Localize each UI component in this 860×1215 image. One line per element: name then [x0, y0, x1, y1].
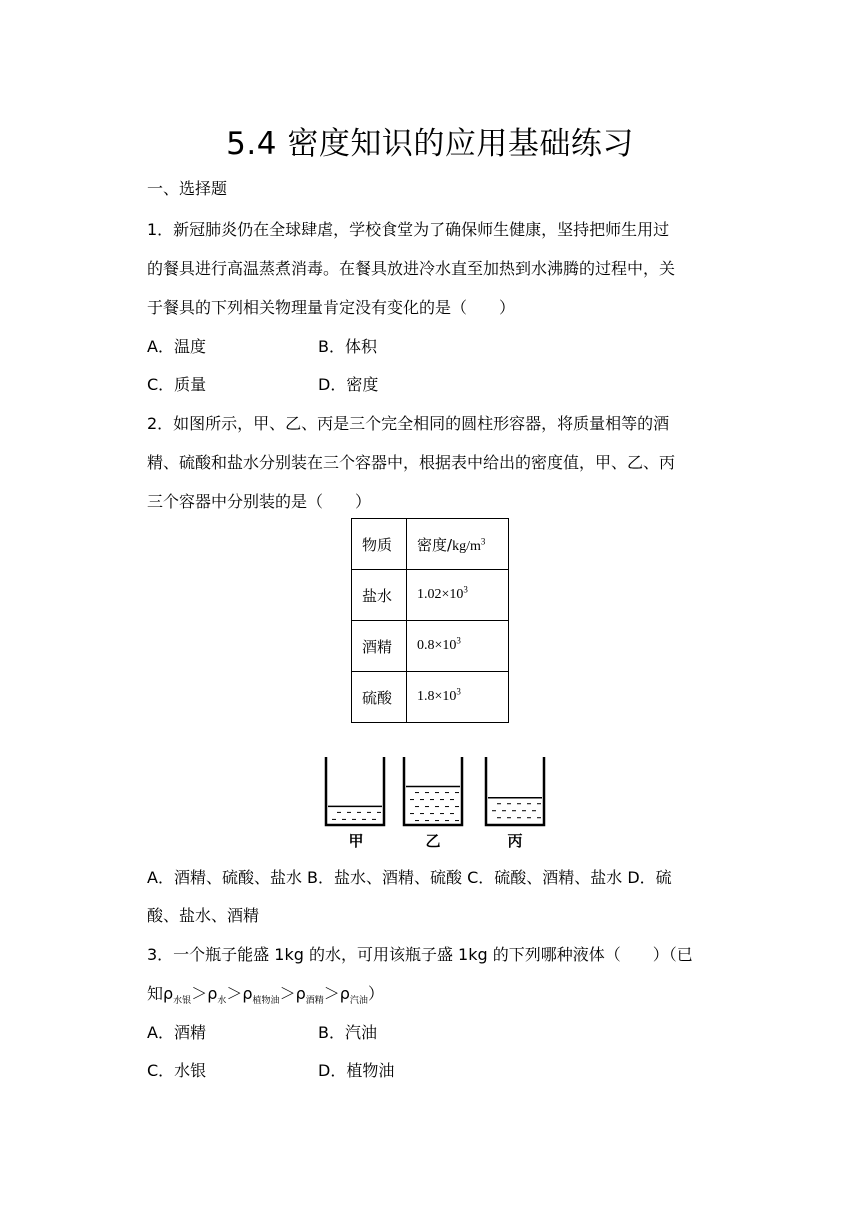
container-jia — [326, 757, 384, 825]
rho-symbol: ρ — [242, 984, 253, 1003]
q1-line-2: 的餐具进行高温蒸煮消毒。在餐具放进冷水直至加热到水沸腾的过程中，关 — [147, 259, 676, 278]
greater-than: ＞ — [226, 984, 243, 1003]
container-label-bing: 丙 — [507, 832, 523, 850]
density-table — [351, 518, 509, 723]
q1-option-a: A．温度 — [147, 337, 206, 356]
q2-line-3: 三个容器中分别装的是（ ） — [147, 492, 372, 511]
greater-than: ＞ — [279, 984, 296, 1003]
containers-figure — [318, 755, 550, 850]
q2-line-2: 精、硫酸和盐水分别装在三个容器中，根据表中给出的密度值，甲、乙、丙 — [147, 453, 676, 472]
q1-line-1: 1．新冠肺炎仍在全球肆虐，学校食堂为了确保师生健康，坚持把师生用过 — [147, 220, 670, 239]
row-substance: 硫酸 — [352, 672, 407, 723]
header-density-unit: kg/m — [452, 538, 481, 554]
liquid-fill — [406, 787, 460, 825]
header-density-prefix: 密度/ — [417, 535, 453, 554]
rho-symbol: ρ — [339, 984, 350, 1003]
rho-sub-alcohol: 酒精 — [305, 996, 324, 1007]
page-title: 5.4 密度知识的应用基础练习 — [226, 126, 634, 162]
q3-line-1: 3．一个瓶子能盛 1kg 的水，可用该瓶子盛 1kg 的下列哪种液体（ ）（已 — [147, 945, 693, 964]
row-density-exp: 3 — [456, 686, 461, 697]
rho-sub-vegetable-oil: 植物油 — [252, 996, 280, 1007]
table-row — [352, 570, 509, 621]
table-row — [352, 621, 509, 672]
container-label-yi: 乙 — [425, 832, 441, 850]
q3-option-d: D．植物油 — [318, 1061, 395, 1080]
q3-option-a: A．酒精 — [147, 1023, 206, 1042]
q1-option-b: B．体积 — [318, 337, 377, 356]
q1-option-c: C．质量 — [147, 375, 207, 394]
row-density-exp: 3 — [463, 584, 468, 595]
rho-symbol: ρ — [163, 984, 174, 1003]
q3-prefix: 知 — [147, 984, 164, 1003]
q1-option-d: D．密度 — [318, 375, 379, 394]
rho-symbol: ρ — [295, 984, 306, 1003]
row-density-mantissa: 1.8×10 — [417, 689, 457, 704]
table-row — [352, 672, 509, 723]
q1-line-3: 于餐具的下列相关物理量肯定没有变化的是（ ） — [147, 298, 516, 317]
row-density — [407, 570, 509, 621]
rho-sub-gasoline: 汽油 — [349, 996, 368, 1007]
greater-than: ＞ — [191, 984, 208, 1003]
row-density — [407, 672, 509, 723]
rho-sub-mercury: 水银 — [173, 996, 192, 1007]
row-density-exp: 3 — [456, 635, 461, 646]
q3-suffix: ） — [367, 984, 384, 1003]
row-density-mantissa: 0.8×10 — [417, 638, 457, 653]
container-label-jia: 甲 — [348, 832, 364, 850]
row-density-mantissa: 1.02×10 — [417, 587, 464, 602]
q3-option-b: B．汽油 — [318, 1023, 377, 1042]
rho-sub-water: 水 — [217, 996, 227, 1007]
header-density-exp: 3 — [480, 535, 486, 546]
section-heading: 一、选择题 — [147, 179, 228, 198]
greater-than: ＞ — [323, 984, 340, 1003]
table-header-row — [352, 519, 509, 570]
q2-line-1: 2．如图所示，甲、乙、丙是三个完全相同的圆柱形容器，将质量相等的酒 — [147, 414, 670, 433]
liquid-fill — [488, 798, 542, 825]
row-substance: 酒精 — [352, 621, 407, 672]
container-bing — [486, 757, 544, 825]
q3-line-2 — [147, 983, 384, 1005]
header-density — [407, 519, 509, 570]
rho-symbol: ρ — [207, 984, 218, 1003]
header-substance: 物质 — [352, 519, 407, 570]
row-density — [407, 621, 509, 672]
liquid-fill — [328, 806, 382, 825]
container-yi — [404, 757, 462, 825]
q2-answer-line-1: A．酒精、硫酸、盐水 B．盐水、酒精、硫酸 C．硫酸、酒精、盐水 D．硫 — [147, 868, 672, 887]
q3-option-c: C．水银 — [147, 1061, 207, 1080]
row-substance: 盐水 — [352, 570, 407, 621]
q2-answer-line-2: 酸、盐水、酒精 — [147, 906, 260, 925]
